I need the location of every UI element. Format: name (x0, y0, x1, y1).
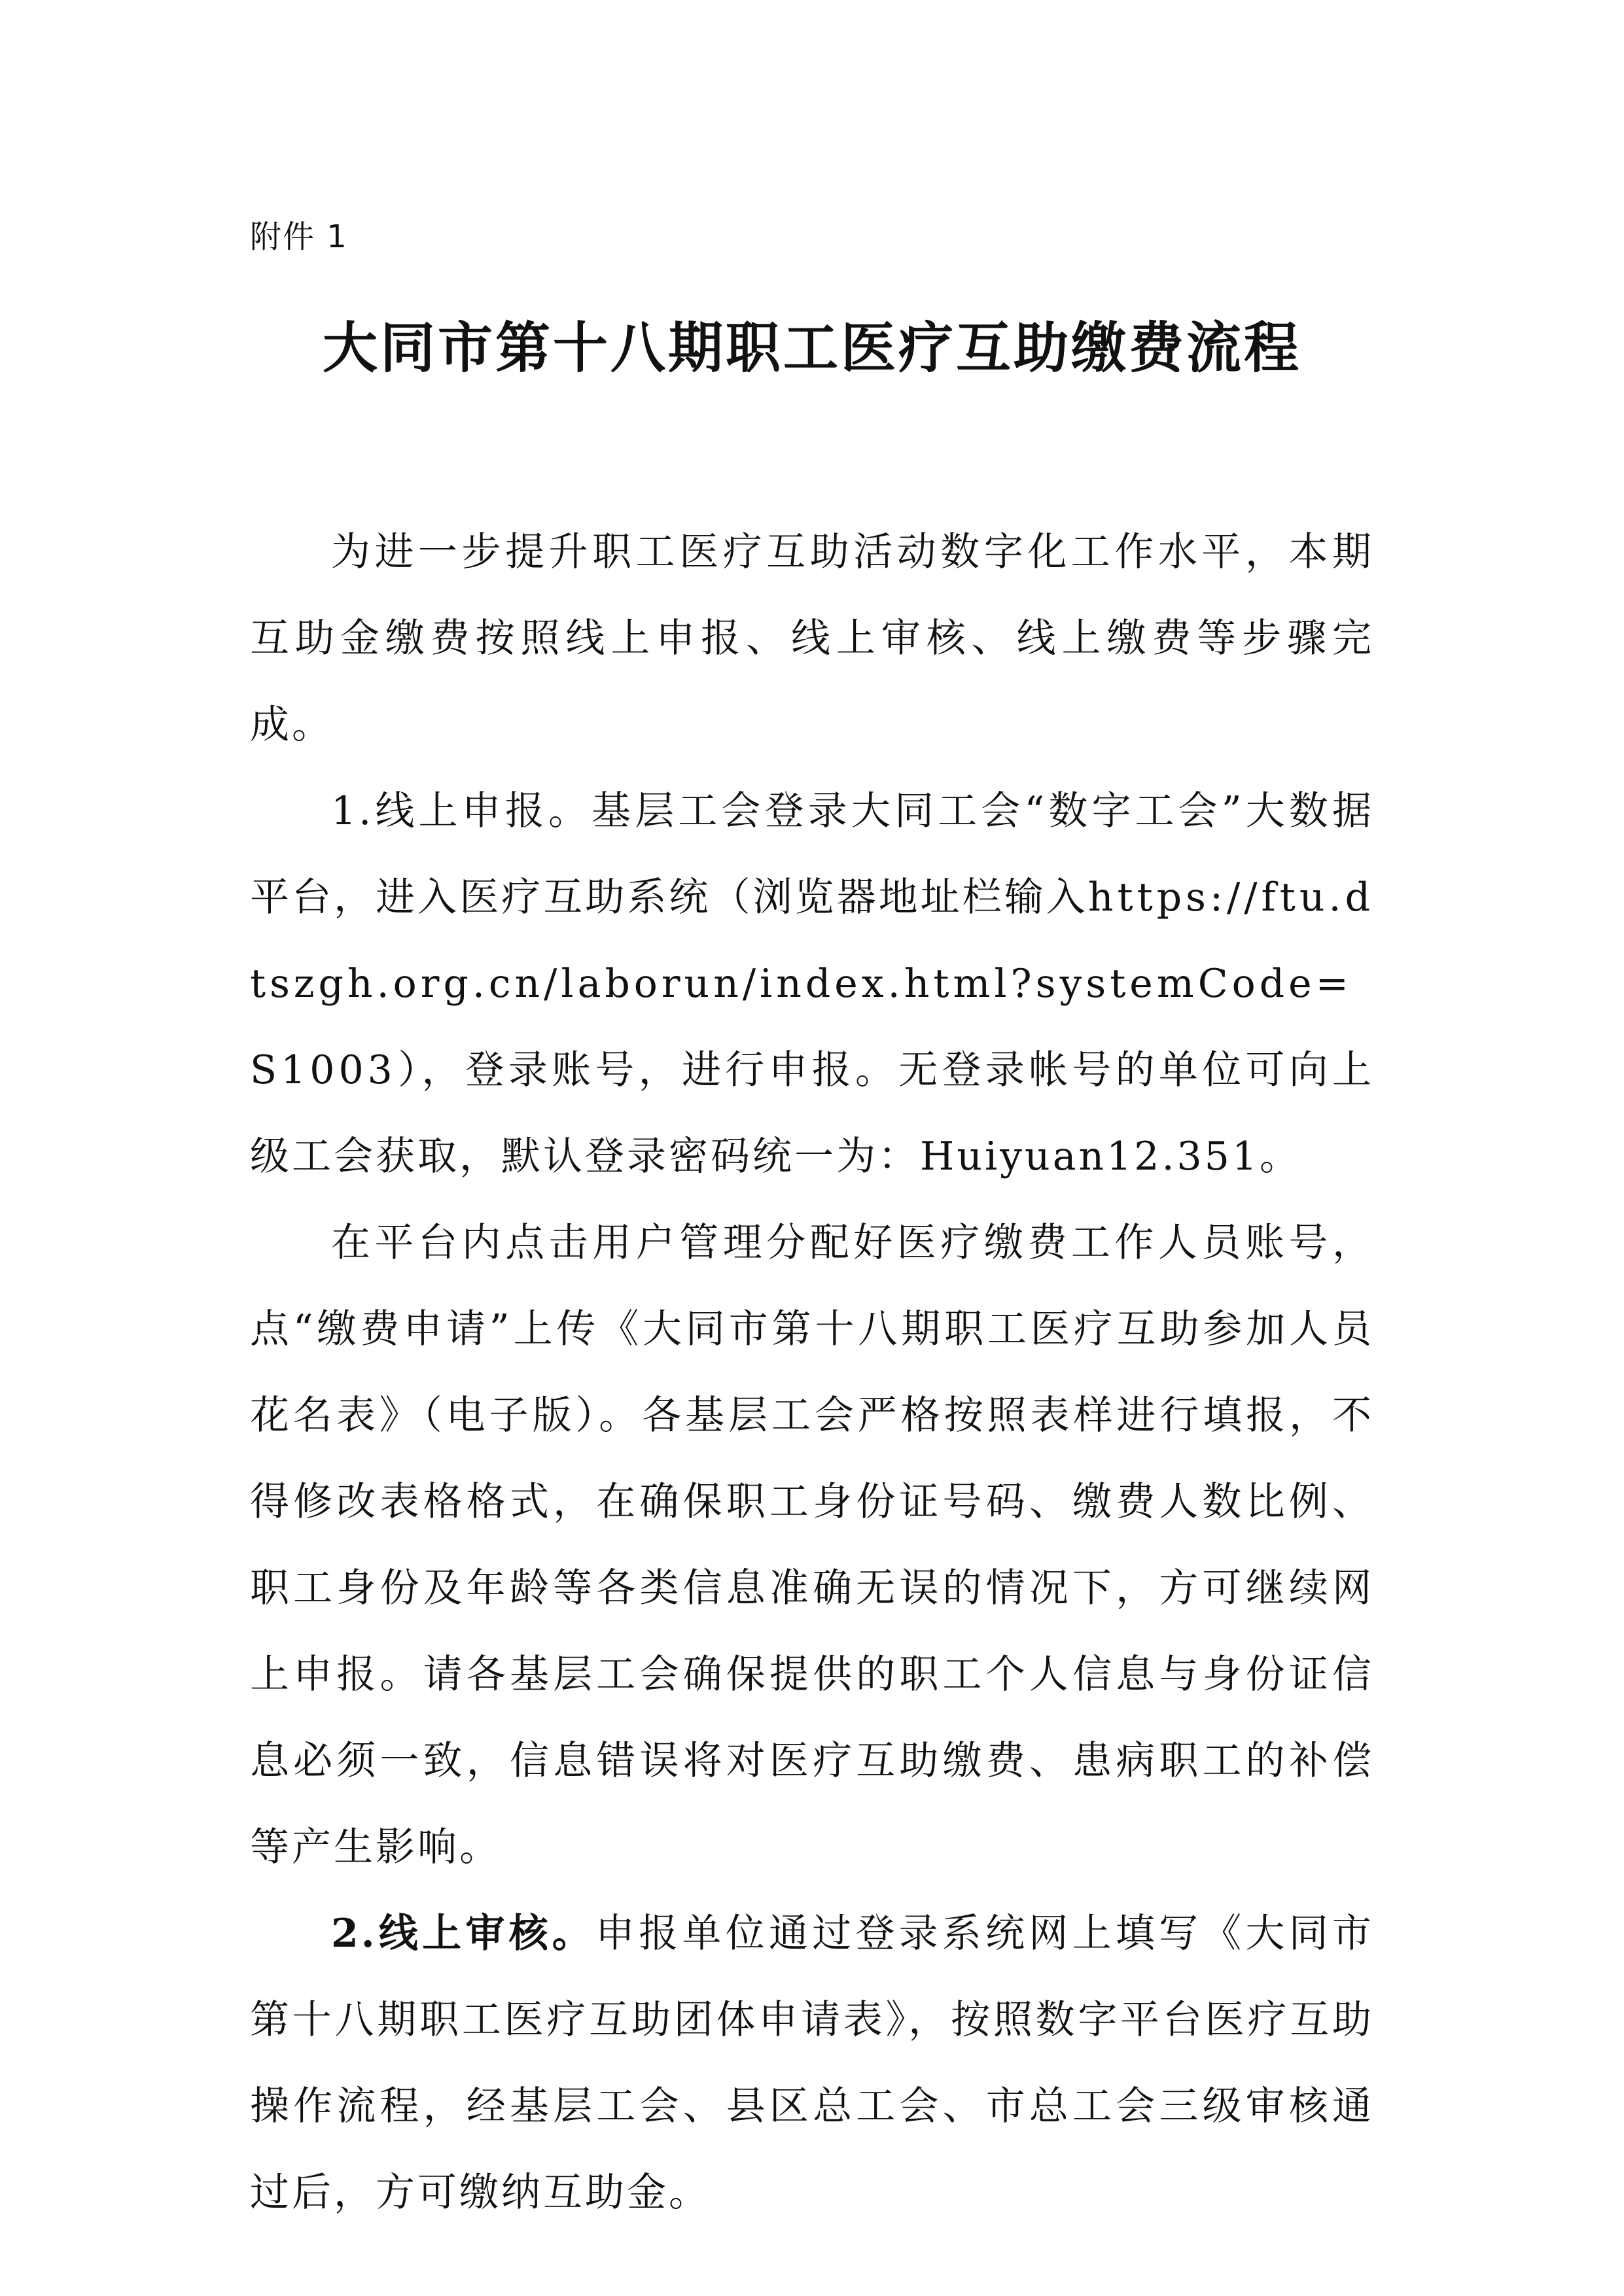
step2-paragraph (250, 1890, 1374, 2236)
step1-prefix-text: 1.线上申报。基层工会登录大同工会“数字工会”大数据平台，进入医疗互助系统（浏览器地址栏输入 (250, 788, 1374, 920)
document-body (250, 509, 1374, 2236)
attachment-label: 附件 1 (250, 218, 348, 255)
system-url: https://ftu.dtszgh.org.cn/laborun/index.html?systemCode=S1003 (250, 875, 1374, 1093)
document-title: 大同市第十八期职工医疗互助缴费流程 (322, 315, 1301, 380)
intro-paragraph (250, 509, 1374, 768)
step1-detail-paragraph (250, 1200, 1374, 1890)
step2-text: 申报单位通过登录系统网上填写《大同市第十八期职工医疗互助团体申请表》，按照数字平台医疗互助操作流程，经基层工会、县区总工会、市总工会三级审核通过后，方可缴纳互助金。 (250, 1911, 1375, 2216)
intro-text: 为进一步提升职工医疗互助活动数字化工作水平，本期互助金缴费按照线上申报、线上审核、线上缴费等步骤完成。 (250, 529, 1374, 748)
step1-detail-text: 在平台内点击用户管理分配好医疗缴费工作人员账号，点“缴费申请”上传《大同市第十八期职工医疗互助参加人员花名表》（电子版）。各基层工会严格按照表样进行填报，不得修改表格格式，在确保职工身份证号码、缴费人数比例、职工身份及年龄等各类信息准确无误的情况下，方可继续网上申报。请各基层工会确保提供的职工个人信息与身份证信息必须一致，信息错误将对医疗互助缴费、患病职工的补偿等产生影响。 (250, 1220, 1374, 1870)
step1-paragraph (250, 768, 1374, 1200)
step2-heading: 2.线上审核。 (331, 1911, 596, 1957)
step1-suffix-text: ），登录账号，进行申报。无登录帐号的单位可向上级工会获取，默认登录密码统一为：Huiyuan12.351。 (250, 1047, 1374, 1179)
